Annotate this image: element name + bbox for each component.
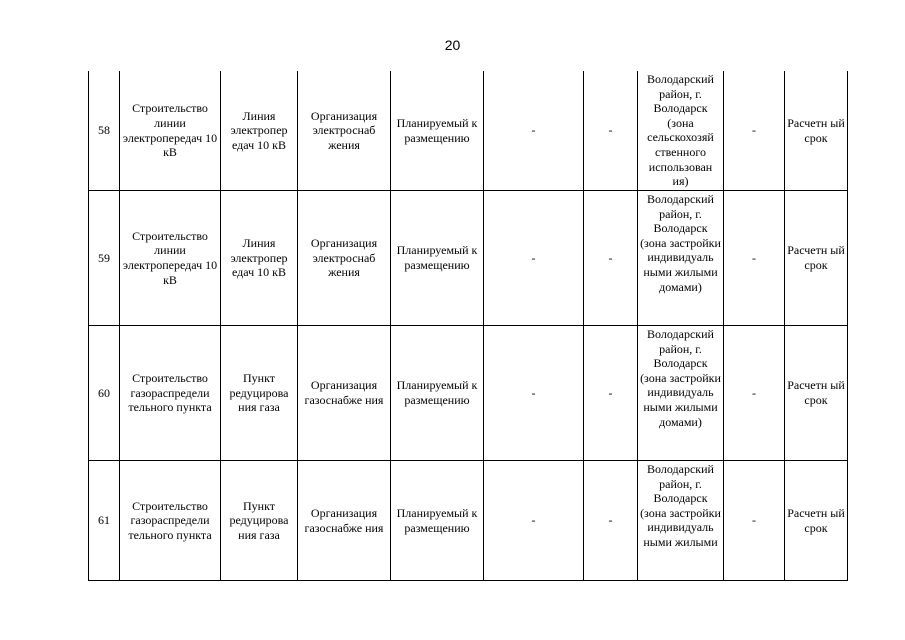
object-type: Пункт редуцирова ния газа [221, 461, 298, 581]
row-number: 61 [89, 461, 120, 581]
col6-value: - [584, 326, 638, 461]
object-location: Володарский район, г. Володарск (зона застройки индивидуаль ными жилыми [638, 461, 724, 581]
planning-table [88, 71, 848, 581]
object-location: Володарский район, г. Володарск (зона застройки индивидуаль ными жилыми домами) [638, 326, 724, 461]
object-name: Строительство линии электропередач 10 кВ [120, 71, 221, 191]
object-name: Строительство газораспредели тельного пункта [120, 461, 221, 581]
object-status: Планируемый к размещению [391, 461, 484, 581]
object-type: Линия электропер едач 10 кВ [221, 191, 298, 326]
implementation-term: Расчетн ый срок [785, 461, 848, 581]
col5-value: - [484, 71, 584, 191]
object-name: Строительство газораспредели тельного пункта [120, 326, 221, 461]
object-purpose: Организация газоснабже ния [298, 326, 391, 461]
table-row [89, 326, 848, 461]
table-row [89, 191, 848, 326]
row-number: 59 [89, 191, 120, 326]
object-status: Планируемый к размещению [391, 326, 484, 461]
object-status: Планируемый к размещению [391, 71, 484, 191]
col5-value: - [484, 461, 584, 581]
col5-value: - [484, 191, 584, 326]
implementation-term: Расчетн ый срок [785, 326, 848, 461]
col8-value: - [724, 461, 785, 581]
object-purpose: Организация электроснаб жения [298, 71, 391, 191]
col5-value: - [484, 326, 584, 461]
object-purpose: Организация газоснабже ния [298, 461, 391, 581]
col8-value: - [724, 71, 785, 191]
table-row [89, 71, 848, 191]
col6-value: - [584, 461, 638, 581]
object-location: Володарский район, г. Володарск (зона застройки индивидуаль ными жилыми домами) [638, 191, 724, 326]
row-number: 58 [89, 71, 120, 191]
object-name: Строительство линии электропередач 10 кВ [120, 191, 221, 326]
col6-value: - [584, 71, 638, 191]
implementation-term: Расчетн ый срок [785, 191, 848, 326]
object-type: Линия электропер едач 10 кВ [221, 71, 298, 191]
page-number: 20 [444, 37, 461, 53]
object-purpose: Организация электроснаб жения [298, 191, 391, 326]
object-type: Пункт редуцирова ния газа [221, 326, 298, 461]
row-number: 60 [89, 326, 120, 461]
col8-value: - [724, 326, 785, 461]
implementation-term: Расчетн ый срок [785, 71, 848, 191]
object-location: Володарский район, г. Володарск (зона сельскохозяй ственного использован ия) [638, 71, 724, 191]
table-row [89, 461, 848, 581]
col6-value: - [584, 191, 638, 326]
object-status: Планируемый к размещению [391, 191, 484, 326]
col8-value: - [724, 191, 785, 326]
